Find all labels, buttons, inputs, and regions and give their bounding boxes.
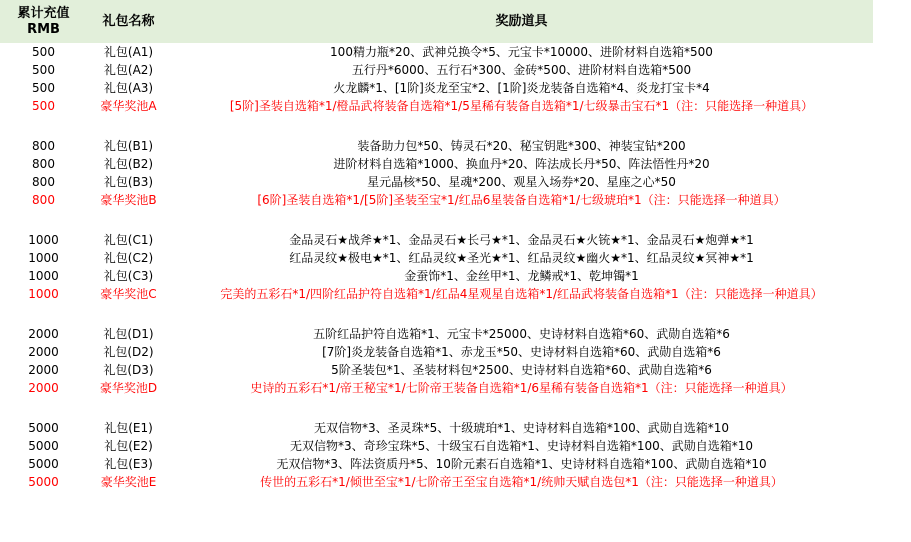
cell-package-name: 礼包(C2) [103, 251, 154, 265]
cell-package-name: 礼包(B2) [103, 157, 154, 171]
cell-reward: 5阶圣装包*1、圣装材料包*2500、史诗材料自选箱*60、武勋自选箱*6 [331, 363, 712, 377]
table-body [0, 43, 873, 491]
cell-amount: 2000 [28, 327, 59, 341]
cell-package-name: 礼包(C1) [103, 233, 154, 247]
cell-reward: 五行丹*6000、五行石*300、金砖*500、进阶材料自选箱*500 [351, 63, 692, 77]
header-amount-line1: 累计充值 [17, 5, 70, 21]
cell-reward: [7阶]炎龙装备自选箱*1、赤龙玉*50、史诗材料自选箱*60、武勋自选箱*6 [322, 345, 721, 359]
table-row [0, 361, 873, 379]
cell-reward: 无双信物*3、阵法资质丹*5、10阶元素石自选箱*1、史诗材料自选箱*100、武勋自选箱*10 [276, 457, 767, 471]
cell-reward: 无双信物*3、奇珍宝珠*5、十级宝石自选箱*1、史诗材料自选箱*100、武勋自选箱*10 [289, 439, 754, 453]
cell-amount: 500 [32, 63, 55, 77]
group-spacer [0, 209, 873, 231]
cell-reward: 金品灵石★战斧★*1、金品灵石★长弓★*1、金品灵石★火铳★*1、金品灵石★炮弹★*1 [289, 233, 754, 247]
header-package-name: 礼包名称 [102, 13, 155, 29]
cell-reward: 100精力瓶*20、武神兑换令*5、元宝卡*10000、进阶材料自选箱*500 [330, 45, 713, 59]
cell-amount: 2000 [28, 345, 59, 359]
luxury-pool-row [0, 473, 873, 491]
cell-amount: 5000 [28, 475, 59, 489]
table-row [0, 343, 873, 361]
cell-package-name: 礼包(C3) [103, 269, 154, 283]
cell-reward: 星元晶核*50、星魂*200、观星入场券*20、星座之心*50 [367, 175, 676, 189]
table-row [0, 455, 873, 473]
cell-package-name: 礼包(B1) [103, 139, 154, 153]
table-row [0, 79, 873, 97]
cell-amount: 800 [32, 139, 55, 153]
cell-amount: 800 [32, 193, 55, 207]
table-row [0, 155, 873, 173]
cell-package-name: 礼包(B3) [103, 175, 154, 189]
cell-package-name: 礼包(D2) [103, 345, 154, 359]
cell-package-name: 礼包(A1) [103, 45, 154, 59]
cell-amount: 5000 [28, 421, 59, 435]
spacer-cell [0, 209, 873, 231]
table-row [0, 173, 873, 191]
cell-package-name: 礼包(E3) [104, 457, 153, 471]
cell-reward: 装备助力包*50、铸灵石*20、秘宝钥匙*300、神装宝钻*200 [357, 139, 686, 153]
cell-amount: 500 [32, 99, 55, 113]
table-row [0, 437, 873, 455]
spacer-cell [0, 115, 873, 137]
spacer-cell [0, 397, 873, 419]
cell-reward: 完美的五彩石*1/四阶红品护符自选箱*1/红品4星观星自选箱*1/红品武将装备自选箱*1（注：只能选择一种道具） [220, 287, 823, 301]
cell-reward: 史诗的五彩石*1/帝王秘宝*1/七阶帝王装备自选箱*1/6星稀有装备自选箱*1（注：只能选择一种道具） [250, 381, 793, 395]
header-amount [0, 0, 87, 43]
spacer-cell [0, 303, 873, 325]
cell-package-name: 礼包(A2) [103, 63, 154, 77]
cell-reward: 火龙麟*1、[1阶]炎龙至宝*2、[1阶]炎龙装备自选箱*4、炎龙打宝卡*4 [333, 81, 710, 95]
cell-package-name: 礼包(D1) [103, 327, 154, 341]
luxury-pool-row [0, 379, 873, 397]
table-row [0, 61, 873, 79]
luxury-pool-row [0, 285, 873, 303]
header-row [0, 0, 873, 43]
cell-amount: 5000 [28, 457, 59, 471]
cell-package-name: 礼包(E1) [104, 421, 153, 435]
table-row [0, 325, 873, 343]
cell-reward: [6阶]圣装自选箱*1/[5阶]圣装至宝*1/红品6星装备自选箱*1/七级琥珀*1（注：只能选择一种道具） [257, 193, 786, 207]
table-row [0, 419, 873, 437]
cell-package-name: 豪华奖池B [100, 193, 157, 207]
cell-package-name: 礼包(E2) [104, 439, 153, 453]
table-row [0, 267, 873, 285]
cell-amount: 1000 [28, 233, 59, 247]
cell-amount: 500 [32, 81, 55, 95]
cell-package-name: 豪华奖池E [100, 475, 157, 489]
header-amount-line2: RMB [27, 21, 60, 37]
table-header [0, 0, 873, 43]
cell-package-name: 豪华奖池C [100, 287, 157, 301]
cell-package-name: 豪华奖池D [99, 381, 158, 395]
cell-amount: 2000 [28, 363, 59, 377]
cell-package-name: 豪华奖池A [100, 99, 157, 113]
header-reward-items: 奖励道具 [495, 13, 548, 29]
cell-amount: 5000 [28, 439, 59, 453]
table-row [0, 137, 873, 155]
cell-amount: 800 [32, 175, 55, 189]
luxury-pool-row [0, 191, 873, 209]
table-row [0, 249, 873, 267]
cell-reward: 五阶红品护符自选箱*1、元宝卡*25000、史诗材料自选箱*60、武勋自选箱*6 [313, 327, 730, 341]
table-row [0, 43, 873, 61]
group-spacer [0, 115, 873, 137]
cell-amount: 1000 [28, 287, 59, 301]
cell-reward: 金蚕饰*1、金丝甲*1、龙鳞戒*1、乾坤镯*1 [404, 269, 639, 283]
cell-reward: 传世的五彩石*1/倾世至宝*1/七阶帝王至宝自选箱*1/统帅天赋自选包*1（注：只能选择一种道具） [260, 475, 783, 489]
cell-amount: 1000 [28, 269, 59, 283]
cell-reward: 红品灵纹★极电★*1、红品灵纹★圣光★*1、红品灵纹★幽火★*1、红品灵纹★冥神★*1 [289, 251, 754, 265]
group-spacer [0, 397, 873, 419]
cell-amount: 2000 [28, 381, 59, 395]
cell-reward: 无双信物*3、圣灵珠*5、十级琥珀*1、史诗材料自选箱*100、武勋自选箱*10 [313, 421, 730, 435]
cell-reward: [5阶]圣装自选箱*1/橙品武将装备自选箱*1/5星稀有装备自选箱*1/七级暴击宝石*1（注：只能选择一种道具） [229, 99, 814, 113]
table-row [0, 231, 873, 249]
cell-amount: 500 [32, 45, 55, 59]
cell-amount: 1000 [28, 251, 59, 265]
cell-reward: 进阶材料自选箱*1000、换血丹*20、阵法成长丹*50、阵法悟性丹*20 [333, 157, 710, 171]
group-spacer [0, 303, 873, 325]
cell-amount: 800 [32, 157, 55, 171]
cell-package-name: 礼包(A3) [103, 81, 154, 95]
luxury-pool-row [0, 97, 873, 115]
cell-package-name: 礼包(D3) [103, 363, 154, 377]
